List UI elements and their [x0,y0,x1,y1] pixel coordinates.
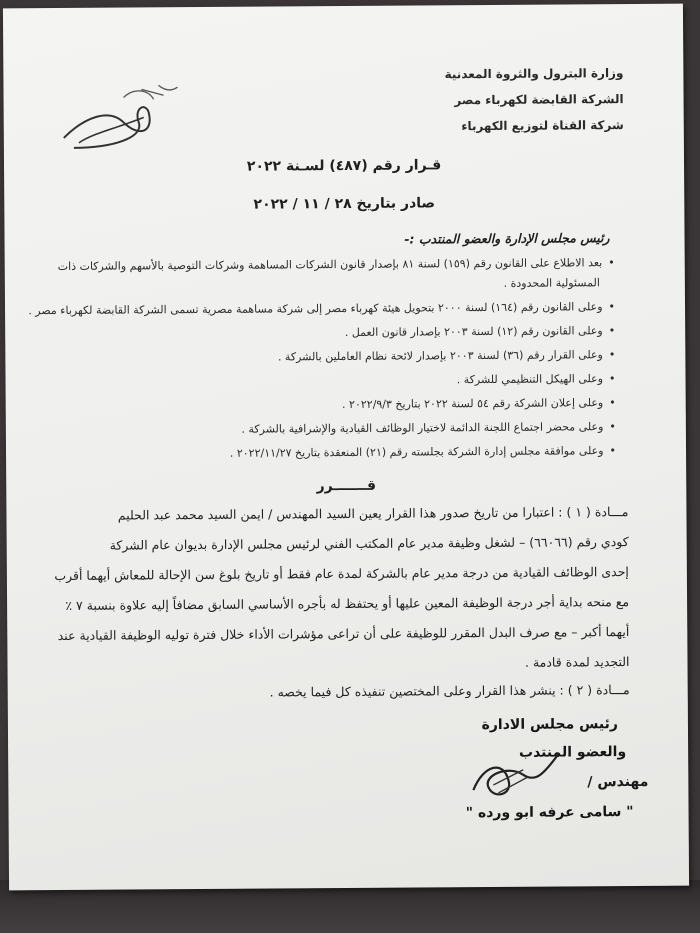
article-1-line: التجديد لمدة قادمة . [524,654,630,670]
handwritten-initials [53,77,194,158]
preamble-item: • وعلى موافقة مجلس إدارة الشركة بجلسته رقم (٢١) المنعقدة بتاريخ ٢٠٢٢/١١/٢٧ . [230,444,616,460]
preamble-item-continued: المسئولية المحدودة . [503,276,600,290]
preamble-item: • وعلى الهيكل التنظيمي للشركة . [457,372,616,386]
preamble-item: • بعد الاطلاع على القانون رقم (١٥٩) لسنة ٨١ بإصدار قانون الشركات المساهمة وشركات التوصية بالأسهم والشركات ذات [58,256,615,273]
signature-title: رئيس مجلس الادارة [481,716,618,734]
document-page [3,4,689,891]
decision-date: صادر بتاريخ ٢٨ / ١١ / ٢٠٢٢ [253,195,436,213]
article-1-line: مـــادة ( ١ ) : اعتبارا من تاريخ صدور هذا القرار يعين السيد المهندس / ايمن السيد محمد عبد الحليم [117,504,629,523]
preamble-item: • وعلى القانون رقم (١٢) لسنة ٢٠٠٣ بإصدار قانون العمل . [345,324,615,339]
handwritten-signature [463,744,573,805]
article-1-line: إحدى الوظائف القيادية من درجة مدير عام بالشركة لمدة عام فقط أو تاريخ بلوغ سن الإحالة للمعاش أيهما أقرب [54,564,629,584]
preamble-item: • وعلى إعلان الشركة رقم ٥٤ لسنة ٢٠٢٢ بتاريخ ٢٠٢٢/٩/٣ . [342,396,616,411]
signature-prefix: مهندس / [587,773,649,791]
header-holding-company: الشركة القابضة لكهرباء مصر [454,92,624,108]
decides-heading: قـــــــرر [316,477,377,495]
article-1-line: أيهما أكبر – مع صرف البدل المقرر للوظيفة على أن تراعى مؤشرات الأداء خلال فترة توليه الوظيفة القيادية عند [57,624,630,644]
preamble-item: • وعلى محضر اجتماع اللجنة الدائمة لاختيار الوظائف القيادية والإشرافية بالشركة . [241,420,615,436]
article-2: مـــادة ( ٢ ) : ينشر هذا القرار وعلى المختصين تنفيذه كل فيما يخصه . [269,682,630,700]
article-1-line: كودي رقم (٦٦٠٦٦) – لشغل وظيفة مدير عام المكتب الفني لرئيس مجلس الإدارة بديوان عام الشركة [109,534,629,553]
signatory-name: " سامى عرفه ابو ورده " [465,804,634,822]
signature-title-2: والعضو المنتدب [518,744,627,761]
preamble-item: • وعلى القرار رقم (٣٦) لسنة ٢٠٠٣ بإصدار لائحة نظام العاملين بالشركة . [278,348,616,363]
article-1-line: مع منحه بداية أجر درجة الوظيفة المعين عليها أو يحتفظ له بأجره الأساسي السابق مضافاً إليه علاوة بنسبة ٧ ٪ [65,594,630,613]
issuer-heading: رئيس مجلس الإدارة والعضو المنتدب :- [404,230,610,247]
decision-title: قـرار رقم (٤٨٧) لسـنة ٢٠٢٢ [246,157,442,175]
header-company: شركة القناة لتوزيع الكهرباء [461,118,624,134]
header-ministry: وزارة البترول والثروة المعدنية [444,66,624,82]
preamble-item: • وعلى القانون رقم (١٦٤) لسنة ٢٠٠٠ بتحويل هيئة كهرباء مصر إلى شركة مساهمة مصرية تسمى الشركة القابضة لكهرباء مصر . [28,300,615,317]
